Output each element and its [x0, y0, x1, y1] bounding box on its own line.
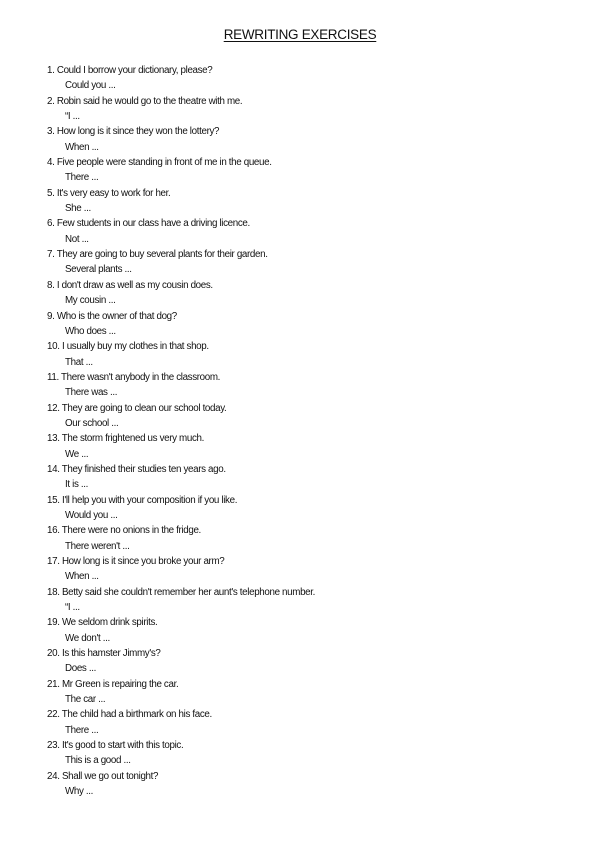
exercise-question — [47, 155, 577, 170]
exercise-question — [47, 124, 577, 139]
exercise-question — [47, 247, 577, 262]
exercise-item — [47, 431, 577, 462]
question-text: Mr Green is repairing the car. — [61, 678, 179, 690]
exercise-item — [47, 401, 577, 432]
exercise-question — [47, 401, 577, 416]
exercise-number: 3. — [47, 126, 55, 138]
answer-prompt: When ... — [65, 141, 99, 153]
exercise-question — [47, 462, 577, 477]
answer-prompt: Not ... — [65, 233, 89, 245]
question-text: I usually buy my clothes in that shop. — [61, 341, 209, 353]
exercise-question — [47, 278, 577, 293]
question-text: The storm frightened us very much. — [61, 433, 204, 445]
exercise-number: 20. — [47, 648, 60, 660]
answer-prompt: That ... — [65, 356, 93, 368]
exercise-number: 13. — [47, 433, 60, 445]
answer-prompt: My cousin ... — [65, 295, 116, 307]
question-text: Five people were standing in front of me in the queue. — [56, 157, 272, 169]
exercise-number: 2. — [47, 95, 55, 107]
answer-prompt: This is a good ... — [65, 755, 131, 767]
question-text: I'll help you with your composition if you like. — [61, 494, 238, 506]
answer-prompt: There was ... — [65, 387, 118, 399]
exercise-number: 8. — [47, 279, 55, 291]
exercise-item — [47, 124, 577, 155]
exercise-question — [47, 554, 577, 569]
exercise-question — [47, 707, 577, 722]
answer-prompt: Our school ... — [65, 417, 119, 429]
answer-prompt: We don't ... — [65, 632, 110, 644]
question-text: They are going to buy several plants for their garden. — [56, 249, 268, 261]
exercise-item — [47, 462, 577, 493]
exercise-question — [47, 309, 577, 324]
answer-prompt: Who does ... — [65, 325, 116, 337]
exercise-number: 11. — [47, 371, 59, 383]
answer-prompt: She ... — [65, 203, 91, 215]
question-text: They are going to clean our school today. — [61, 402, 227, 414]
exercise-item — [47, 523, 577, 554]
question-text: They finished their studies ten years ago. — [61, 463, 226, 475]
exercise-item — [47, 707, 577, 738]
answer-prompt: Several plants ... — [65, 264, 132, 276]
exercise-number: 5. — [47, 187, 55, 199]
exercise-item — [47, 155, 577, 186]
exercise-number: 18. — [47, 586, 60, 598]
exercise-question — [47, 216, 577, 231]
answer-prompt: We ... — [65, 448, 89, 460]
exercise-item — [47, 738, 577, 769]
exercise-number: 22. — [47, 709, 60, 721]
exercise-question — [47, 186, 577, 201]
answer-prompt: There weren't ... — [65, 540, 130, 552]
question-text: I don't draw as well as my cousin does. — [56, 279, 213, 291]
exercise-item — [47, 94, 577, 125]
exercise-item — [47, 646, 577, 677]
answer-prompt: There ... — [65, 172, 99, 184]
exercise-number: 9. — [47, 310, 55, 322]
question-text: It's good to start with this topic. — [61, 740, 184, 752]
question-text: The child had a birthmark on his face. — [61, 709, 212, 721]
exercise-question — [47, 769, 577, 784]
exercise-question — [47, 646, 577, 661]
answer-prompt: Could you ... — [65, 80, 116, 92]
exercise-number: 16. — [47, 525, 60, 537]
exercise-question — [47, 94, 577, 109]
exercise-question — [47, 523, 577, 538]
question-text: Few students in our class have a driving licence. — [56, 218, 250, 230]
exercise-item — [47, 615, 577, 646]
answer-prompt: Does ... — [65, 663, 96, 675]
exercise-number: 15. — [47, 494, 60, 506]
exercise-item — [47, 309, 577, 340]
exercise-item — [47, 585, 577, 616]
answer-prompt: Would you ... — [65, 509, 118, 521]
answer-prompt: It is ... — [65, 479, 88, 491]
exercise-number: 7. — [47, 249, 55, 261]
answer-prompt: “I ... — [65, 111, 80, 123]
exercise-number: 10. — [47, 341, 60, 353]
question-text: Betty said she couldn't remember her aunt's telephone number. — [61, 586, 316, 598]
exercise-number: 1. — [47, 65, 55, 76]
question-text: Who is the owner of that dog? — [56, 310, 177, 322]
question-text: How long is it since they won the lottery? — [56, 126, 220, 138]
answer-prompt: The car ... — [65, 694, 106, 706]
answer-prompt: Why ... — [65, 786, 94, 798]
exercise-question — [47, 63, 577, 78]
exercise-number: 21. — [47, 678, 60, 690]
exercise-item — [47, 677, 577, 708]
exercise-item — [47, 493, 577, 524]
question-text: Robin said he would go to the theatre with me. — [56, 95, 243, 107]
exercise-item — [47, 216, 577, 247]
exercise-question — [47, 738, 577, 753]
exercise-question — [47, 585, 577, 600]
answer-prompt: “I ... — [65, 602, 80, 614]
exercise-number: 23. — [47, 740, 60, 752]
answer-prompt: There ... — [65, 724, 99, 736]
exercise-question — [47, 370, 577, 385]
exercise-item — [47, 769, 577, 800]
exercise-number: 19. — [47, 617, 60, 629]
exercise-question — [47, 431, 577, 446]
exercise-item — [47, 370, 577, 401]
question-text: There were no onions in the fridge. — [61, 525, 201, 537]
question-text: It's very easy to work for her. — [56, 187, 171, 199]
exercise-question — [47, 677, 577, 692]
question-text: Shall we go out tonight? — [61, 770, 159, 782]
exercise-number: 12. — [47, 402, 60, 414]
exercise-number: 17. — [47, 556, 60, 567]
exercise-number: 6. — [47, 218, 55, 230]
page-title: REWRITING EXERCISES — [223, 27, 377, 42]
exercise-item — [47, 278, 577, 309]
question-text: Could I borrow your dictionary, please? — [56, 65, 213, 76]
exercise-question — [47, 493, 577, 508]
exercise-question — [47, 615, 577, 630]
exercise-item — [47, 339, 577, 370]
exercise-item — [47, 554, 577, 585]
exercise-question — [47, 339, 577, 354]
exercise-number: 14. — [47, 463, 60, 475]
answer-prompt: When ... — [65, 571, 99, 583]
exercise-item — [47, 247, 577, 278]
exercise-list — [47, 63, 577, 800]
question-text: There wasn't anybody in the classroom. — [61, 371, 221, 383]
exercise-number: 4. — [47, 157, 55, 169]
question-text: We seldom drink spirits. — [61, 617, 158, 629]
question-text: Is this hamster Jimmy's? — [61, 648, 161, 660]
exercise-item — [47, 63, 577, 94]
question-text: How long is it since you broke your arm? — [61, 556, 225, 567]
exercise-number: 24. — [47, 770, 60, 782]
exercise-item — [47, 186, 577, 217]
